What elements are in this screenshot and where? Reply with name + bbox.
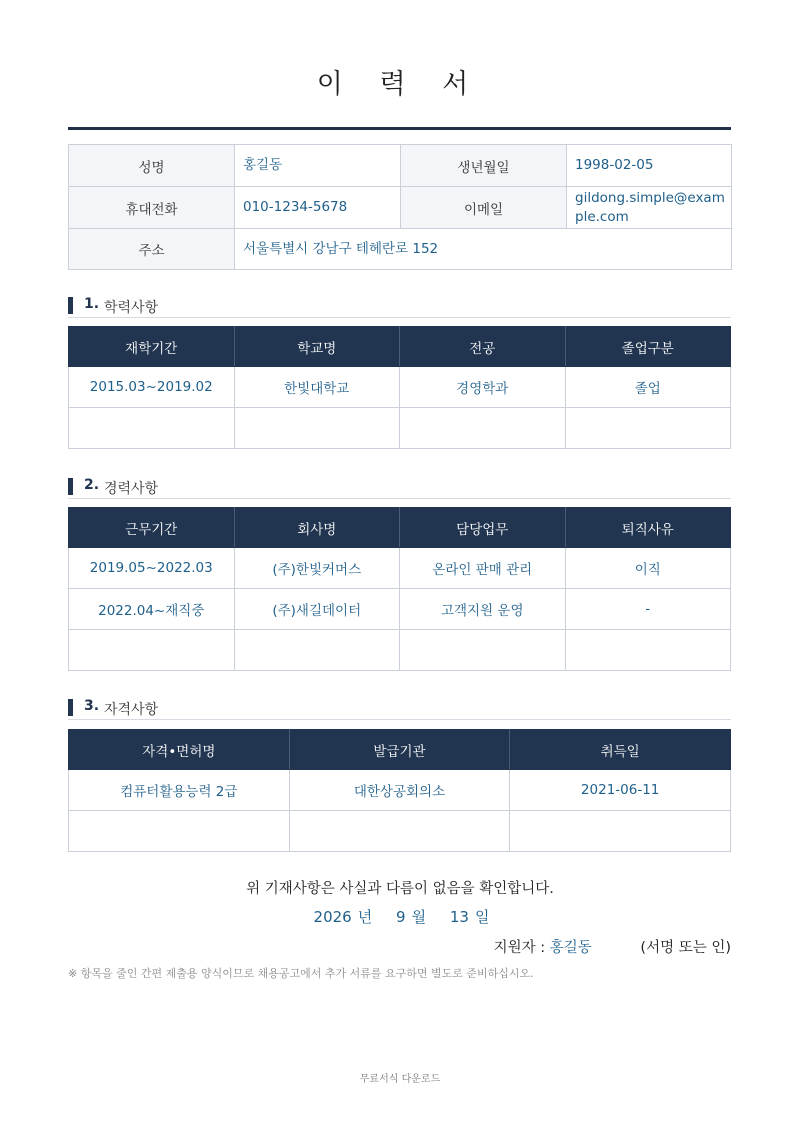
table-row: [69, 770, 731, 811]
table-row: [69, 145, 732, 187]
table-cell: -: [565, 589, 731, 630]
section-number: 3.: [84, 698, 100, 714]
table-row: [69, 229, 732, 270]
table-cell: 한빛대학교: [234, 367, 400, 408]
education-section-heading: [68, 295, 731, 318]
column-header: 재학기간: [69, 327, 235, 367]
date-day-unit: 일: [474, 908, 490, 926]
table-cell: [510, 811, 731, 852]
email-line-1: gildong.simple@exam: [575, 189, 725, 206]
table-row: [69, 548, 731, 589]
title-divider: [68, 127, 731, 130]
table-row: [69, 408, 731, 449]
column-header: 퇴직사유: [565, 508, 731, 548]
confirmation-statement: 위 기재사항은 사실과 다름이 없음을 확인합니다.: [246, 881, 554, 897]
column-header: 취득일: [510, 730, 731, 770]
table-cell: [565, 408, 731, 449]
column-header: 전공: [400, 327, 566, 367]
table-cell: 2019.05~2022.03: [69, 548, 235, 589]
phone-value: 010-1234-5678: [235, 187, 401, 229]
table-cell: [565, 630, 731, 671]
table-cell: (주)한빛커머스: [234, 548, 400, 589]
address-label: 주소: [69, 229, 235, 270]
applicant-label: 지원자 :: [493, 940, 546, 956]
table-cell: [234, 408, 400, 449]
section-title: 학력사항: [104, 300, 159, 316]
career-section-heading: [68, 476, 731, 499]
email-value: [567, 187, 732, 229]
birth-label: 생년월일: [401, 145, 567, 187]
table-cell: 2022.04~재직중: [69, 589, 235, 630]
column-header: 근무기간: [69, 508, 235, 548]
license-table: [68, 729, 731, 852]
table-header-row: [69, 730, 731, 770]
applicant-name: 홍길동: [549, 940, 592, 956]
phone-label: 휴대전화: [69, 187, 235, 229]
table-row: [69, 367, 731, 408]
table-cell: 졸업: [565, 367, 731, 408]
column-header: 회사명: [234, 508, 400, 548]
table-cell: [400, 630, 566, 671]
section-title: 경력사항: [104, 481, 159, 497]
date-year: 2026: [313, 908, 352, 926]
section-number: 2.: [84, 477, 100, 493]
document-title: 이 력 서: [316, 69, 483, 100]
footnote: ※ 항목을 줄인 간편 제출용 양식이므로 채용공고에서 추가 서류를 요구하면 별도로 준비하십시오.: [68, 967, 534, 980]
table-row: [69, 811, 731, 852]
name-label: 성명: [69, 145, 235, 187]
table-cell: 경영학과: [400, 367, 566, 408]
table-cell: [400, 408, 566, 449]
section-marker: [68, 699, 73, 716]
column-header: 발급기관: [289, 730, 510, 770]
table-cell: [289, 811, 510, 852]
email-line-2: ple.com: [575, 208, 629, 225]
birth-value: 1998-02-05: [567, 145, 732, 187]
table-cell: 이직: [565, 548, 731, 589]
career-table: [68, 507, 731, 671]
signing-date: [0, 906, 800, 927]
table-cell: 2015.03~2019.02: [69, 367, 235, 408]
table-row: [69, 589, 731, 630]
section-number: 1.: [84, 296, 100, 312]
column-header: 담당업무: [400, 508, 566, 548]
section-marker: [68, 478, 73, 495]
column-header: 졸업구분: [565, 327, 731, 367]
table-cell: 온라인 판매 관리: [400, 548, 566, 589]
table-header-row: [69, 508, 731, 548]
license-section-heading: [68, 697, 731, 720]
table-cell: 2021-06-11: [510, 770, 731, 811]
education-table: [68, 326, 731, 449]
table-row: [69, 187, 732, 229]
table-row: [69, 630, 731, 671]
table-cell: [234, 630, 400, 671]
table-cell: (주)새길데이터: [234, 589, 400, 630]
date-month: 9: [396, 908, 406, 926]
table-cell: 대한상공회의소: [289, 770, 510, 811]
section-title: 자격사항: [104, 702, 159, 718]
table-cell: [69, 630, 235, 671]
applicant-signature-line: [494, 936, 731, 957]
name-value: 홍길동: [235, 145, 401, 187]
table-cell: 고객지원 운영: [400, 589, 566, 630]
column-header: 자격•면허명: [69, 730, 290, 770]
date-day: 13: [449, 908, 469, 926]
signature-placeholder: (서명 또는 인): [640, 940, 731, 956]
column-header: 학교명: [234, 327, 400, 367]
page-footer: 무료서식 다운로드: [359, 1074, 441, 1085]
email-label: 이메일: [401, 187, 567, 229]
date-year-unit: 년: [357, 908, 373, 926]
date-month-unit: 월: [411, 908, 427, 926]
table-header-row: [69, 327, 731, 367]
table-cell: [69, 408, 235, 449]
table-cell: 컴퓨터활용능력 2급: [69, 770, 290, 811]
section-marker: [68, 297, 73, 314]
personal-info-table: [68, 144, 732, 270]
address-value: 서울특별시 강남구 테헤란로 152: [235, 229, 732, 270]
table-cell: [69, 811, 290, 852]
